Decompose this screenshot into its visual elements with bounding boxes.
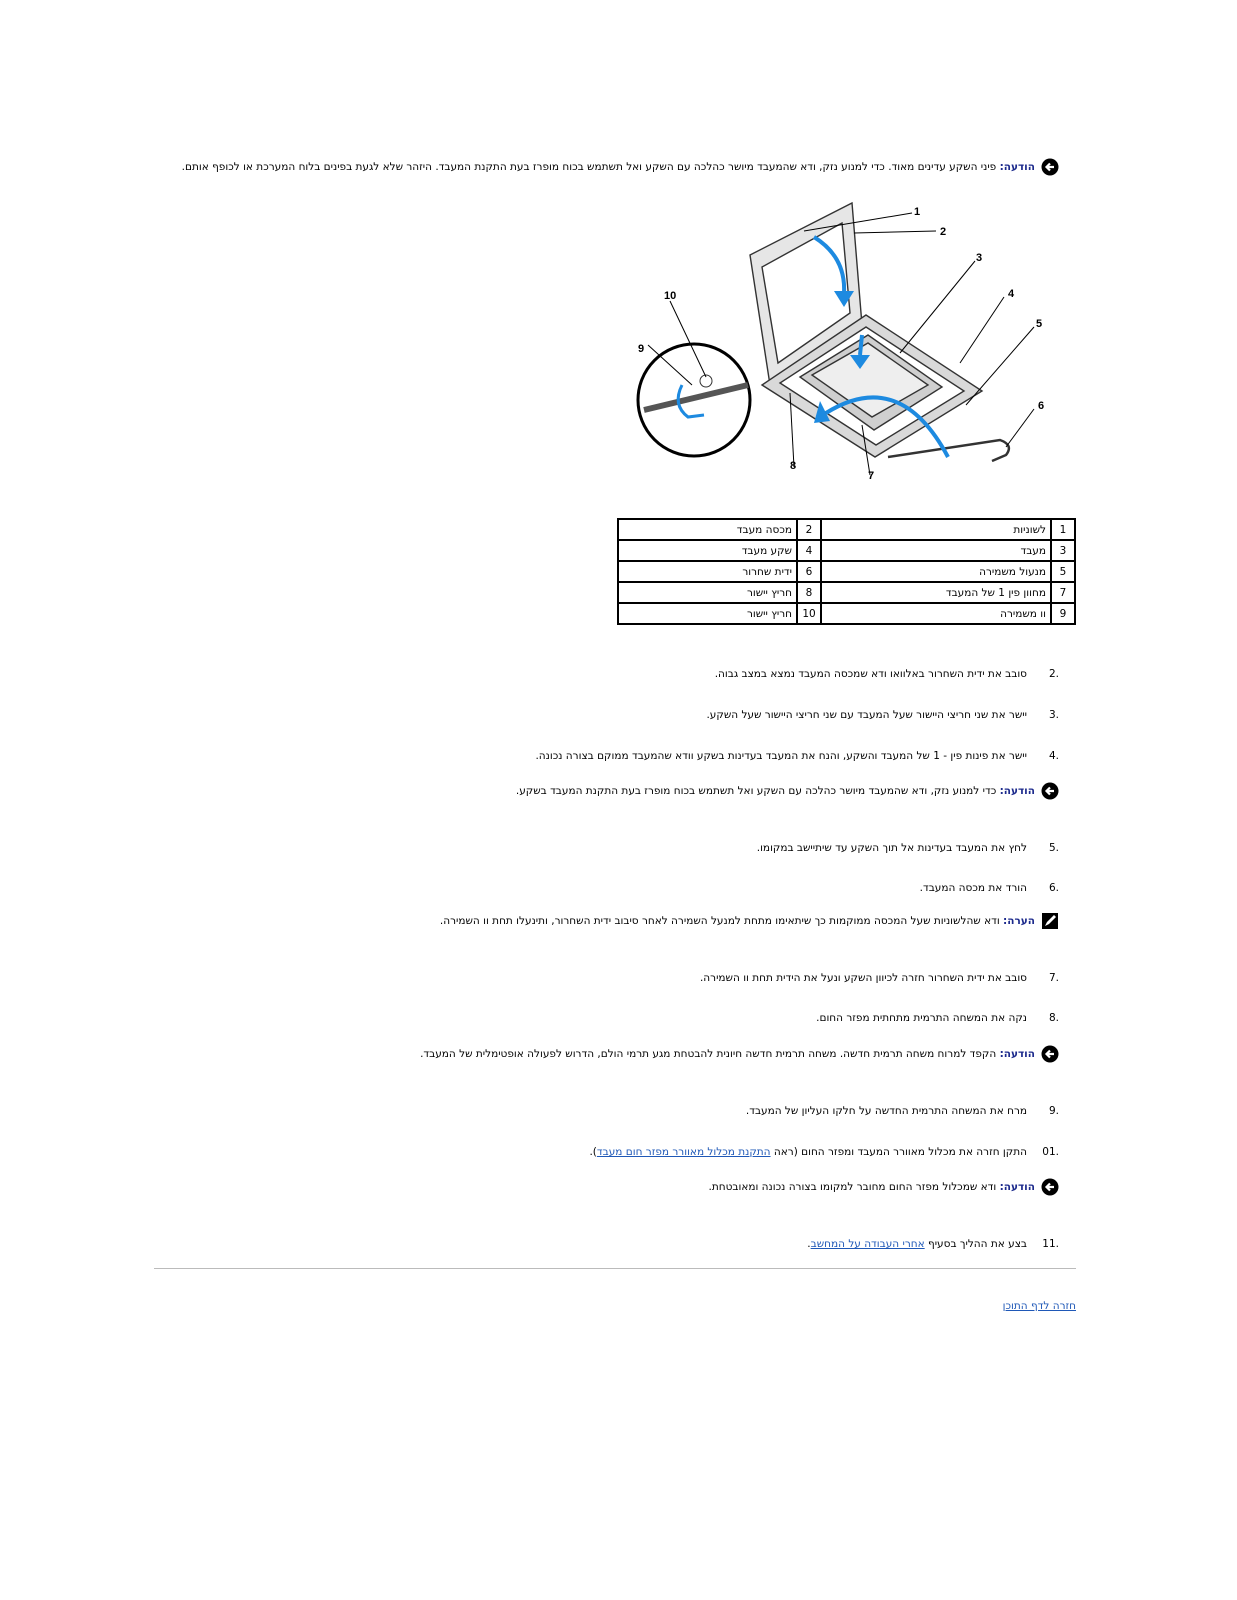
caution-icon	[1041, 158, 1059, 176]
after-working-link[interactable]: אחרי העבודה על המחשב	[810, 1238, 925, 1250]
callout-1: 1	[914, 206, 921, 218]
table-row: 3 מעבד 4 שקע מעבד	[618, 540, 1075, 561]
step-2: 2. סובב את ידית השחרור באלוואו ודא שמכסה המעבד נמצא במצב גבוה.	[714, 668, 1059, 680]
caution-icon	[1041, 1045, 1059, 1063]
notice-text: פיני השקע עדינים מאוד. כדי למנוע נזק, ודא שהמעבד מיושר כהלכה עם השקע ואל תשתמש בכוח מופרז בעת התקנת המעבד. היזהר שלא לגעת בפינים בלוח המערכת או לכופף אותם.	[181, 161, 997, 173]
processor-install-diagram	[630, 195, 1070, 495]
callout-2: 2	[940, 226, 947, 238]
notice-tag: הודעה:	[999, 161, 1035, 173]
notice-caution	[230, 1045, 1059, 1063]
table-row: 7 מחוון פין 1 של המעבד 8 חריץ יישור	[618, 582, 1075, 603]
caution-icon	[1041, 1178, 1059, 1196]
table-row: 1 לשוניות 2 מכסה מעבד	[618, 519, 1075, 540]
note-pencil-icon	[1041, 912, 1059, 930]
notice-text: ודא שמכלול מפזר החום מחובר למקומו בצורה נכונה ומאובטחת.	[708, 1181, 997, 1193]
notice-tag: הודעה:	[999, 1181, 1035, 1193]
notice-text: הקפד למרוח משחה תרמית חדשה. משחה תרמית חדשה חיונית להבטחת מגע תרמי הולם, הדרוש לפעולה אופטימלית של המעבד.	[420, 1048, 997, 1060]
callout-3: 3	[976, 252, 983, 264]
table-row: 9 וו משמירה 10 חריץ יישור	[618, 603, 1075, 624]
step-8: 8. נקה את המשחה התרמית מתחתית מפזר החום.	[816, 1012, 1059, 1024]
step-10: 01. התקן חזרה את מכלול מאוורר המעבד ומפזר החום (ראה התקנת מכלול מאוורר מפזר חום מעבד).	[589, 1146, 1059, 1158]
callout-7: 7	[868, 470, 875, 482]
notice-tag: הודעה:	[999, 785, 1035, 797]
step-5: 5. לחץ את המעבד בעדינות אל תוך השקע עד שיתיישב במקומו.	[756, 842, 1059, 854]
release-lever	[888, 440, 1009, 461]
callout-4: 4	[1008, 288, 1015, 300]
step-7: 7. סובב את ידית השחרור חזרה לכיוון השקע ונעל את הידית תחת וו השמירה.	[699, 972, 1059, 984]
back-to-contents-link[interactable]: חזרה לדף התוכן	[1002, 1300, 1076, 1312]
step-3: 3. יישר את שני חריצי היישור שעל המעבד עם שני חריצי היישור שעל השקע.	[706, 709, 1059, 721]
callout-8: 8	[790, 460, 797, 472]
notice-text: ודא שהלשוניות שעל המכסה ממוקמות כך שיתאימו מתחת למנעל השמירה לאחר סיבוב ידית השחרור, ותינעלו תחת וו השמירה.	[439, 915, 1000, 927]
table-row: 5 מנעול משמירה 6 ידית שחרור	[618, 561, 1075, 582]
callout-10: 10	[664, 290, 677, 302]
notice-caution	[230, 782, 1059, 800]
step-6: 6. הורד את מכסה המעבד.	[919, 882, 1059, 894]
step-11: 11. בצע את ההליך בסעיף אחרי העבודה על המחשב.	[807, 1238, 1059, 1250]
notice-note	[230, 912, 1059, 930]
footer-divider	[154, 1268, 1076, 1269]
callout-legend-table	[617, 518, 1076, 625]
notice-caution	[230, 1178, 1059, 1196]
notice-text: כדי למנוע נזק, ודא שהמעבד מיושר כהלכה עם השקע ואל תשתמש בכוח מופרז בעת התקנת המעבד בשקע.	[515, 785, 997, 797]
notice-tag: הודעה:	[999, 1048, 1035, 1060]
step-4: 4. יישר את פינות פין - 1 של המעבד והשקע, והנח את המעבד בעדינות בשקע וודא שהמעבד ממוקם בצורה נכונה.	[535, 750, 1059, 762]
callout-5: 5	[1036, 318, 1043, 330]
install-heatsink-link[interactable]: התקנת מכלול מאוורר מפזר חום מעבד	[596, 1146, 771, 1158]
notice-tag: הערה:	[1003, 915, 1035, 927]
alignment-notch-inset	[638, 344, 750, 456]
notice-caution	[181, 158, 1059, 176]
callout-9: 9	[638, 343, 645, 355]
callout-6: 6	[1038, 400, 1045, 412]
step-9: 9. מרח את המשחה התרמית החדשה על חלקו העליון של המעבד.	[745, 1105, 1059, 1117]
caution-icon	[1041, 782, 1059, 800]
